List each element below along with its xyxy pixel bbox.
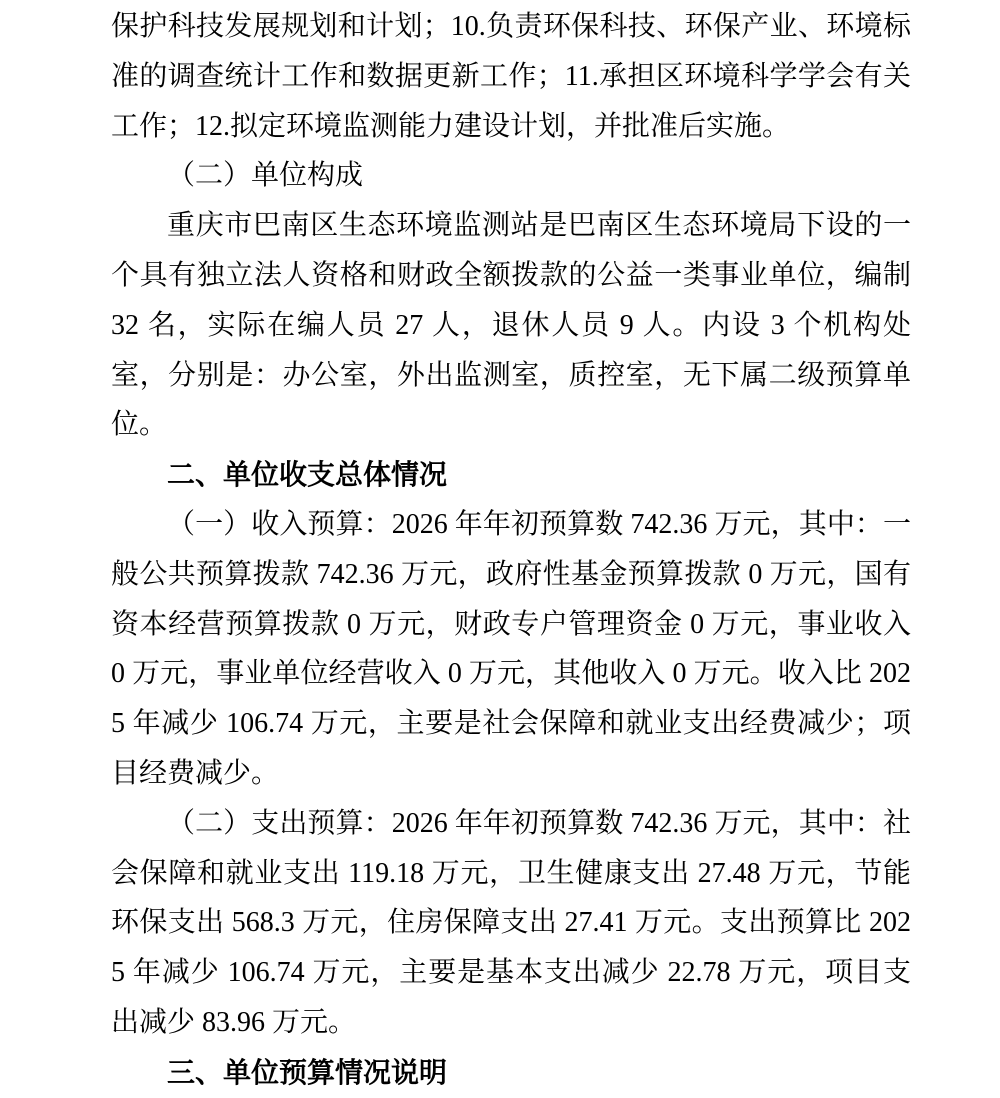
subheading-unit-composition: （二）单位构成 <box>167 160 364 192</box>
paragraph-expenditure-budget: （二）支出预算：2026 年年初预算数 742.36 万元，其中：社会保障和就业支出 119.18 万元，卫生健康支出 27.48 万元，节能环保支出 568.3 万元，住房保障支出 27.41 万元。支出预算比 2025 年减少 106.74 万元，主要是基本支出减少 22.78 万元，项目支出减少 83.96 万元。 <box>111 807 911 1038</box>
paragraph-unit-composition: 重庆市巴南区生态环境监测站是巴南区生态环境局下设的一个具有独立法人资格和财政全额拨款的公益一类事业单位，编制 32 名，实际在编人员 27 人，退休人员 9 人。内设 3 个机构处室，分别是：办公室，外出监测室，质控室，无下属二级预算单位。 <box>111 210 911 441</box>
heading-section-2-overall-income-expenditure: 二、单位收支总体情况 <box>167 459 448 491</box>
paragraph-income-budget: （一）收入预算：2026 年年初预算数 742.36 万元，其中：一般公共预算拨款 742.36 万元，政府性基金预算拨款 0 万元，国有资本经营预算拨款 0 万元，财政专户管理资金 0 万元，事业收入 0 万元，事业单位经营收入 0 万元，其他收入 0 万元。收入比 2025 年减少 106.74 万元，主要是社会保障和就业支出经费减少；项目经费减少。 <box>111 508 911 789</box>
paragraph-duties-continued: 保护科技发展规划和计划；10.负责环保科技、环保产业、环境标准的调查统计工作和数据更新工作；11.承担区环境科学学会有关工作；12.拟定环境监测能力建设计划，并批准后实施。 <box>111 11 911 142</box>
heading-section-3-budget-explanation: 三、单位预算情况说明 <box>167 1056 448 1088</box>
